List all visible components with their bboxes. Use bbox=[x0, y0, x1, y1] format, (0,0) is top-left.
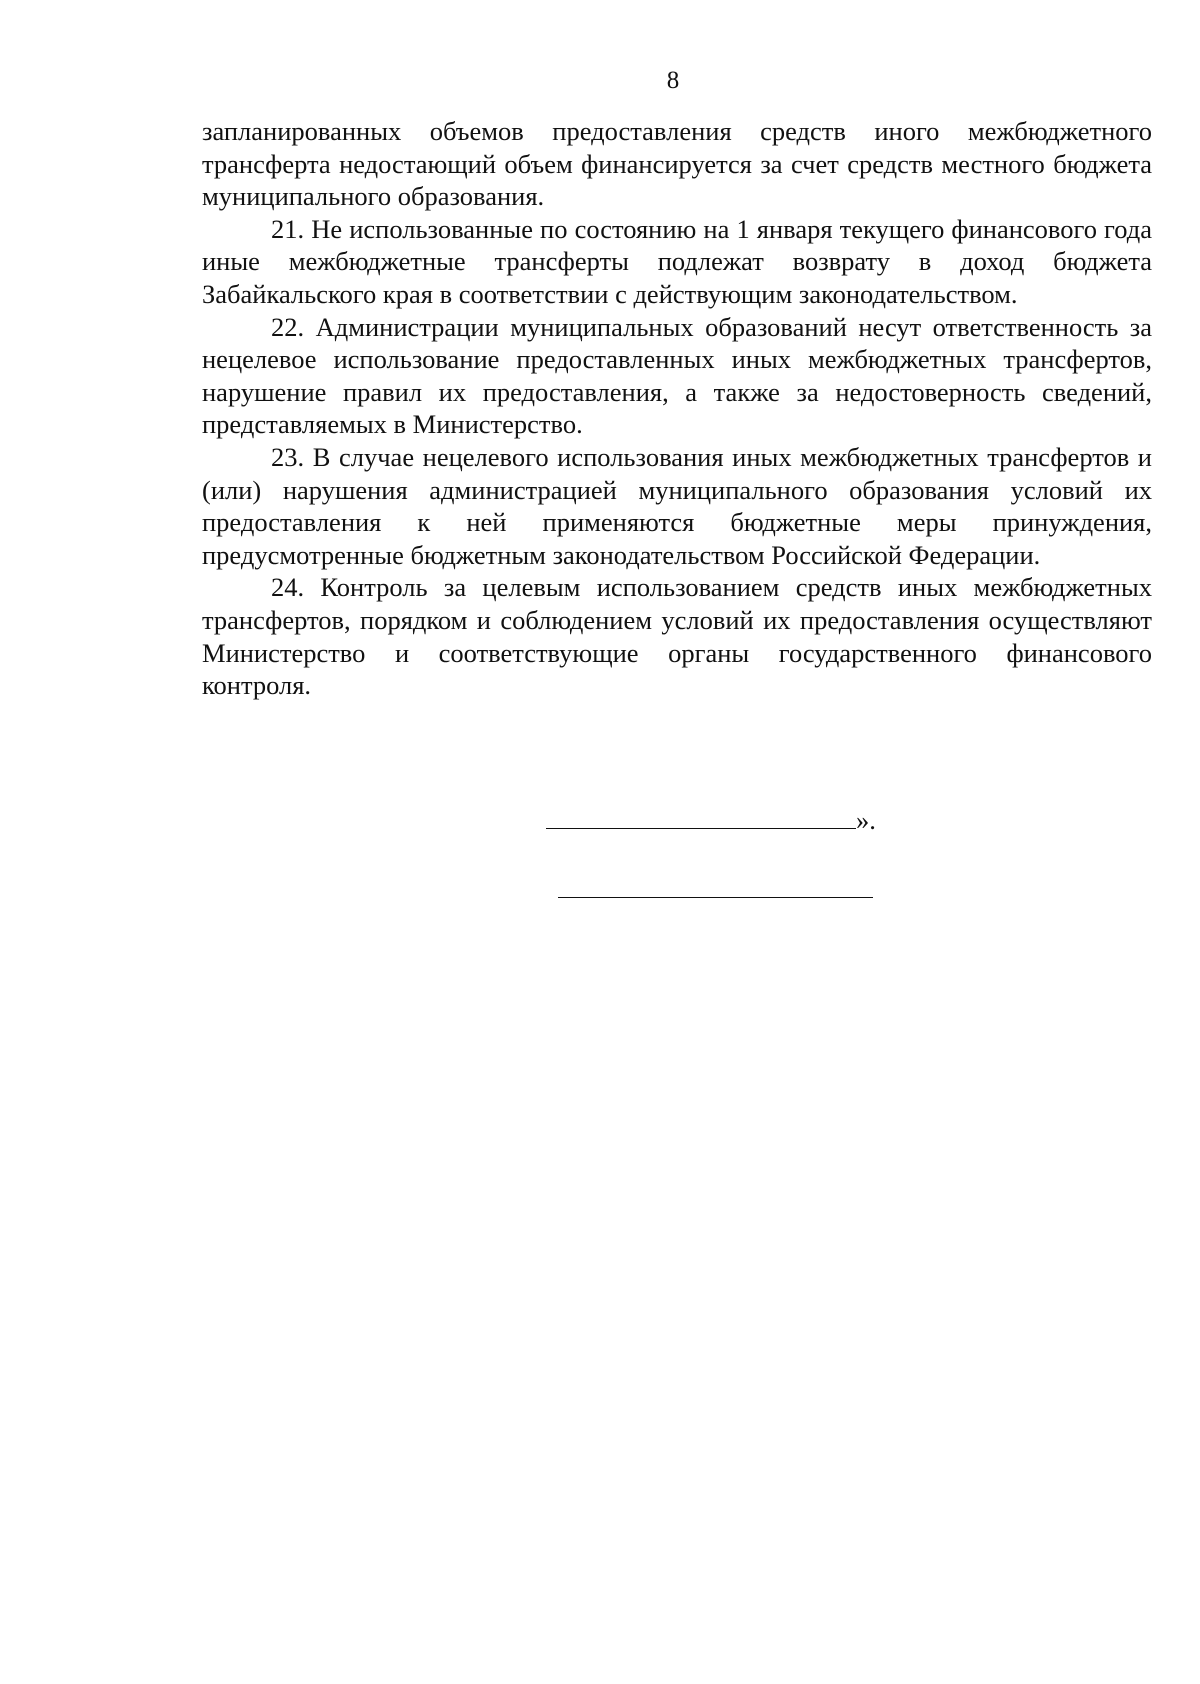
paragraph-21: 21. Не использованные по состоянию на 1 января текущего финансового года иные межбюджетные трансферты подлежат возврату в доход бюджета Забайкальского края в соответствии с действующим законодательством. bbox=[202, 213, 1152, 309]
document-body bbox=[202, 115, 1152, 702]
closing-underline bbox=[546, 802, 856, 829]
end-divider-line bbox=[558, 897, 873, 898]
paragraph-24: 24. Контроль за целевым использованием средств иных межбюджетных трансфертов, порядком и соблюдением условий их предоставления осуществляют Министерство и соответствующие органы государственного финансового контроля. bbox=[202, 572, 1152, 701]
paragraph-23: 23. В случае нецелевого использования иных межбюджетных трансфертов и (или) нарушения администрацией муниципального образования условий их предоставления к ней применяются бюджетные меры принуждения, предусмотренные бюджетным законодательством Российской Федерации. bbox=[202, 441, 1152, 570]
paragraph-22: 22. Администрации муниципальных образований несут ответственность за нецелевое использование предоставленных иных межбюджетных трансфертов, нарушение правил их предоставления, а также за недостоверность сведений, представляемых в Министерство. bbox=[202, 311, 1152, 440]
page-number: 8 bbox=[666, 67, 680, 94]
closing-quote: ». bbox=[856, 805, 876, 835]
paragraph-continuation: запланированных объемов предоставления средств иного межбюджетного трансферта недостающий объем финансируется за счет средств местного бюджета муниципального образования. bbox=[202, 116, 1152, 212]
closing-mark bbox=[546, 802, 876, 835]
